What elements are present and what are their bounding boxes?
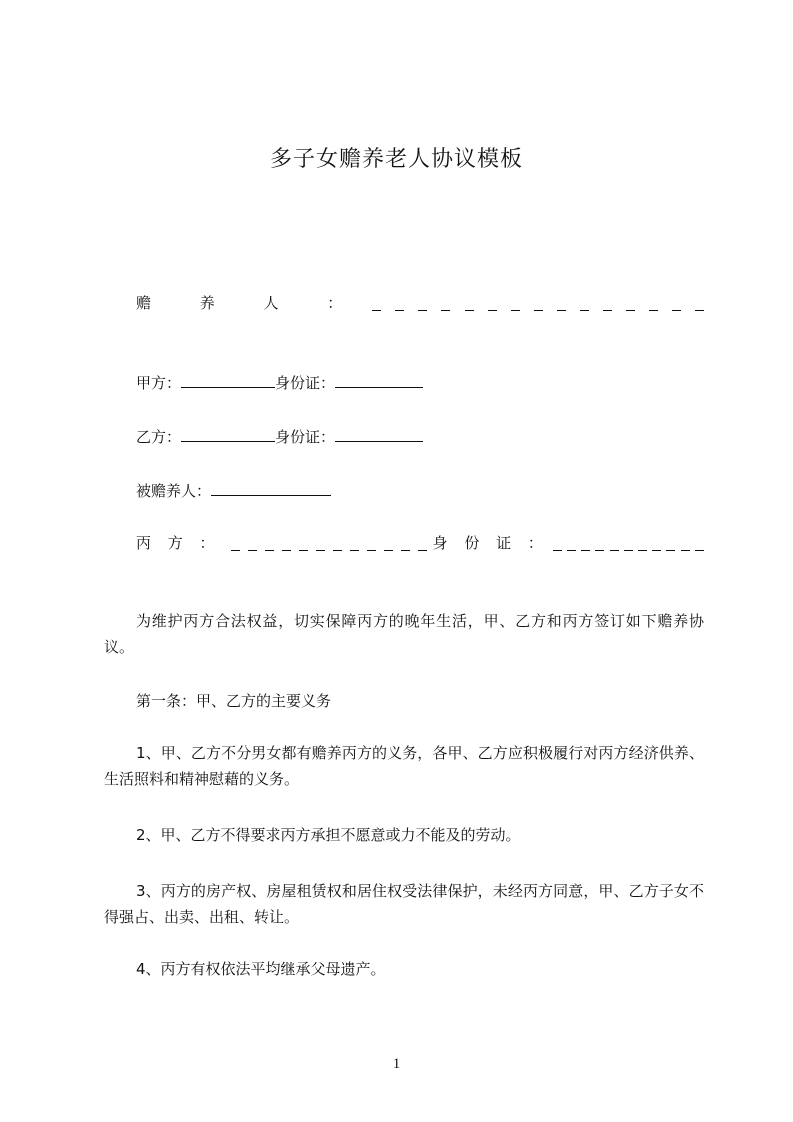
party-a-row [136,372,423,393]
supporter-row [136,292,704,313]
party-a-id-blank[interactable] [335,373,423,388]
article-1-item-2: 2、甲、乙方不得要求丙方承担不愿意或力不能及的劳动。 [136,826,521,844]
party-a-label: 甲方： [136,374,182,392]
page-title: 多子女赡养老人协议模板 [269,147,523,172]
party-a-id-label: 身份证： [275,374,336,392]
article-1-item-1: 1、甲、乙方不分男女都有赡养丙方的义务，各甲、乙方应积极履行对丙方经济供养、生活照料和精神慰藉的义务。 [104,744,704,788]
party-b-label: 乙方： [136,428,182,446]
page-number: 1 [392,1056,401,1072]
party-c-label: 丙 方 ： [136,534,221,552]
intro-paragraph: 为维护丙方合法权益，切实保障丙方的晚年生活，甲、乙方和丙方签订如下赡养协议。 [104,612,704,656]
party-c-name-blank[interactable] [231,535,427,551]
supported-label: 被赡养人： [136,482,212,500]
supporter-blank[interactable] [372,295,704,311]
supporter-label: 赡 养 人 ： [136,294,365,312]
article-1-item-4: 4、丙方有权依法平均继承父母遗产。 [136,960,386,978]
party-c-id-blank[interactable] [553,535,704,551]
party-c-id-label: 身 份 证 ： [432,534,549,552]
supported-row [136,480,331,501]
article-1-heading: 第一条：甲、乙方的主要义务 [136,692,332,710]
party-b-id-label: 身份证： [275,428,336,446]
supported-blank[interactable] [211,481,331,496]
party-a-name-blank[interactable] [181,373,275,388]
party-b-id-blank[interactable] [335,427,423,442]
party-b-row [136,426,423,447]
article-1-item-3: 3、丙方的房产权、房屋租赁权和居住权受法律保护，未经丙方同意，甲、乙方子女不得强占、出卖、出租、转让。 [104,882,704,926]
party-c-row [136,532,704,553]
party-b-name-blank[interactable] [181,427,275,442]
